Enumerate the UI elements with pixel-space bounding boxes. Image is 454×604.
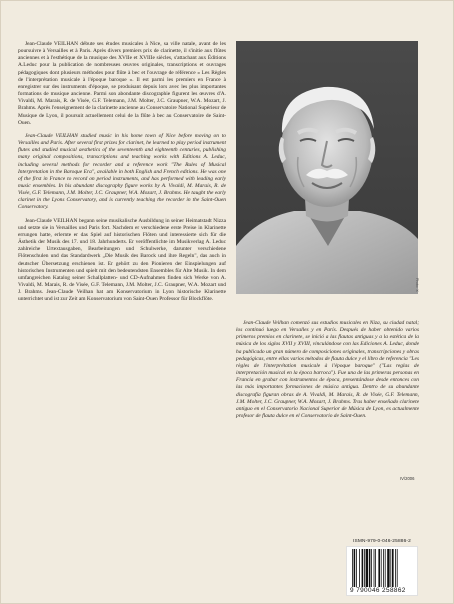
barcode-stripe — [374, 549, 375, 587]
barcode-stripe — [369, 549, 371, 587]
author-portrait-photo — [236, 41, 418, 294]
bio-french: Jean-Claude VEILHAN débute ses études musicales à Nice, sa ville natale, avant de les poursuivre à Versailles et à Paris. Après divers premiers prix de clarinette, il s'initie aux flûtes anciennes et à l'esthétique de la musique des XVIIe et XVIIIe siècles, s'attachant aux Éditions A.Leduc pour la publication de nombreuses œuvres originales, transcriptions et ouvrages pédagogiques dont plusieurs méthodes pour flûte à bec et l'ouvrage de référence « Les Règles de l'interprétation musicale à l'époque baroque ». Il est parmi les premiers en France à enregistrer sur des instruments d'époque, se produisant depuis lors avec les plus importantes formations de musique ancienne. Parmi son abondante discographie figurent les œuvres d'A. Vivaldi, M. Marais, R. de Visée, G.F. Telemann, J.M. Molter, J.C. Graupner, W.A. Mozart, J. Brahms. Après l'enseignement de la clarinette ancienne au Conservatoire National Supérieur de Musique de Lyon, il poursuit actuellement celui de la flûte à bec au Conservatoire de Saint-Ouen. — [18, 41, 226, 126]
bio-german: Jean-Claude VEILHAN begann seine musikalische Ausbildung in seiner Heimatstadt Nizza und setzte sie in Versailles und Paris fort. Nachdem er verschiedene erste Preise in Klarinette errungen hatte, erlernte er das Spiel auf historischen Flöten und interessierte sich für die Ästhetik der Musik des 17. und 18. Jahrhunderts. Er veröffentlichte im Musikverlag A. Leduc zahlreiche Urtextausgaben, Bearbeitungen und Schulwerke, darunter verschiedene Flötenschulen und das Standardwerk „Die Musik des Barock und ihre Regeln", das auch in deutscher Übersetzung erschienen ist. Er gehört zu den Pionieren der Einspielungen auf historischen Instrumenten und spielt mit den bedeutendsten Ensembles für Alte Musik. In dem umfangreichen Katalog seiner Schallplatten- und CD-Aufnahmen finden sich Werke von A. Vivaldi, M. Marais, R. de Visée, G.F. Telemann, J.M. Molter, J.C. Graupner, W.A. Mozart und J. Brahms. Jean-Claude Veilhan hat am Konservatorium in Lyon historische Klarinette unterrichtet und ist zur Zeit am Konservatorium von Saint-Ouen Professor für Blockflöte. — [18, 217, 226, 303]
right-text-column — [236, 320, 419, 420]
barcode-stripe — [378, 549, 380, 587]
left-text-column — [18, 41, 226, 309]
barcode-stripe — [397, 549, 398, 587]
barcode-stripe — [385, 549, 386, 587]
barcode-stripe — [352, 549, 353, 587]
barcode-digits: 9 790046 258862 — [350, 587, 406, 594]
barcode-stripe — [383, 549, 384, 587]
barcode-bars — [351, 549, 415, 587]
print-code: IV/2006 — [400, 476, 415, 481]
barcode-stripe — [359, 549, 360, 587]
bio-spanish: Jean-Claude Veilhan comenzó sus estudios musicales en Niza, su ciudad natal; los continuó luego en Versalles y en París. Después de haber obtenido varios primeros premios en clarinete, se inició a las flautas antiguas y a la estética de la música de los siglos XVII y XVIII, vinculándose con las Ediciones A. Leduc, donde ha publicado un gran número de composiciones originales, transcripciones y obras pedagógicas, entre ellas varios métodos de flauta dulce y el libro de referencia "Les règles de l'interprétation musicale à l'époque baroque" ("Las reglas de interpretación musical en la época barroca"). Fue una de las primeras personas en Francia en grabar con instrumentos de época, presentándose desde entonces con las más importantes formaciones de música antigua. Dentro de su abundante discografía figuran obras de A. Vivaldi, M. Marais, R. de Visée, G.F. Telemann, J.M. Molter, J.C. Graupner, W.A. Mozart, J. Brahms. Tras haber enseñado clarinete antiguo en el Conservatorio Nacional Superior de Música de Lyon, es actualmente profesor de flauta dulce en el Conservatorio de Saint-Ouen. — [236, 320, 419, 420]
photo-credit: Photo: X — [415, 278, 419, 292]
barcode-stripe — [354, 549, 356, 587]
barcode-stripe — [356, 549, 357, 587]
bio-english: Jean-Claude VEILHAN studied music in his home town of Nice before moving on to Versailles and Paris. After several first prizes for clarinet, he learned to play period instrument flutes and studied musical aesthetics of the seventeenth and eighteenth centuries, publishing many original compositions, transcriptions and teaching works with Editions A. Leduc, including several methods for recorder and a reference work "The Rules of Musical Interpretation in the Baroque Era", available in both English and French editions. He was one of the first in France to record on period instruments, and has performed with leading early music ensembles. In his abundant discography figure works by A. Vivaldi, M. Marais, R. de Visée, G.F. Telemann, J.M. Molter, J.C. Graupner, W.A. Mozart, J. Brahms. He taught the early clarinet in the Lyons Conservatory, and is currently teaching the recorder in the Saint-Ouen Conservatory. — [18, 132, 226, 211]
barcode-stripe — [392, 549, 394, 587]
barcode-stripe — [387, 549, 389, 587]
barcode-stripe — [381, 549, 382, 587]
barcode-stripe — [362, 549, 364, 587]
barcode-stripe — [375, 549, 376, 587]
barcode-stripe — [366, 549, 368, 587]
barcode-stripe — [364, 549, 365, 587]
barcode-stripe — [390, 549, 391, 587]
barcode-stripe — [371, 549, 372, 587]
barcode-stripe — [395, 549, 396, 587]
barcode — [346, 546, 418, 596]
ismn-number: ISMN-979-0-046-25886-2 — [353, 539, 411, 544]
